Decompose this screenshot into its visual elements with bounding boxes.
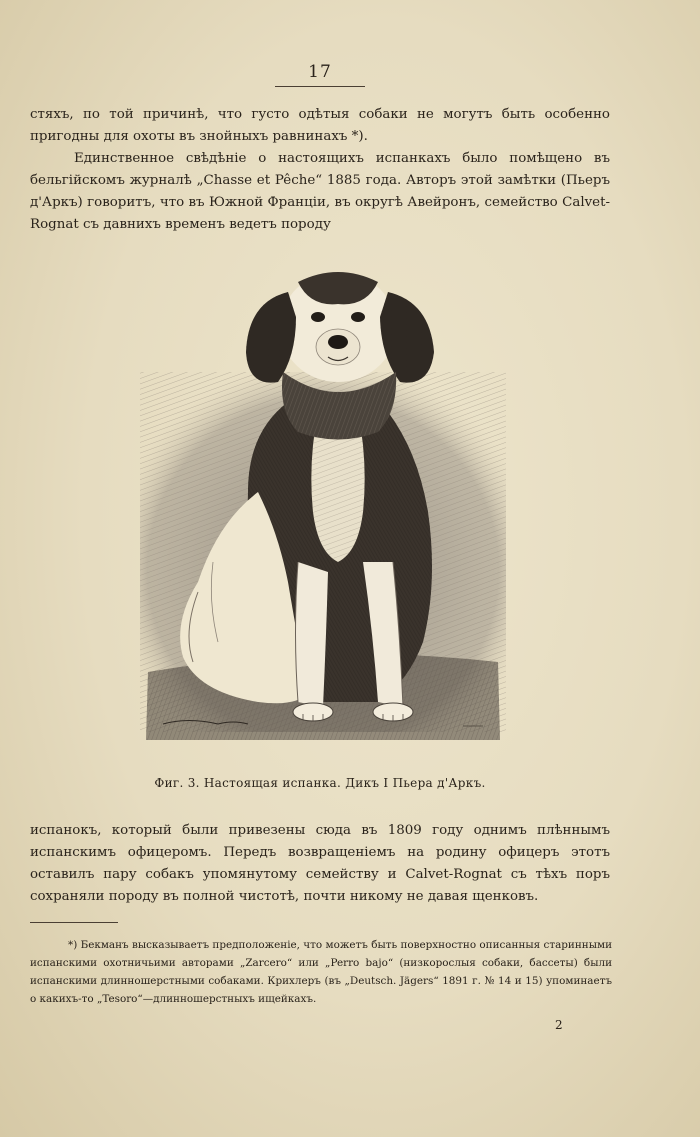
- page-number: 17: [308, 62, 332, 82]
- paragraph-bottom: испанокъ, который были привезены сюда въ 1809 году однимъ плѣннымъ испанскимъ офицеромъ. Передъ возвращеніемъ на родину офицеръ этотъ оставилъ пару собакъ упомянутому семейству и Calvet-Rognat съ тѣхъ поръ сохраняли породу въ полной чистотѣ, почти никому не давая щенковъ.: [30, 823, 610, 904]
- dog-engraving-image: [138, 262, 508, 747]
- bottom-text-block: [30, 820, 610, 908]
- dog-illustration: [138, 262, 508, 747]
- top-text-block: [30, 104, 610, 236]
- paragraph-main: Единственное свѣдѣніе о настоящихъ испанкахъ было помѣщено въ бельгійскомъ журналѣ „Chasse et Pêche“ 1885 года. Авторъ этой замѣтки (Пьеръ д'Аркъ) говоритъ, что въ Южной Франціи, въ округѣ Авейронъ, семейство Calvet-Rognat съ давнихъ временъ ведетъ породу: [30, 151, 610, 232]
- header-rule: [275, 86, 365, 87]
- footnote-text: *) Бекманъ высказываетъ предположеніе, что можетъ быть поверхностно описанныя старинными испанскими охотничьими авторами „Zarcero“ или „Perro bajo“ (низкорослыя собаки, бассеты) были испанскими длинношерстными собаками. Крихлеръ (въ „Deutsch. Jägers“ 1891 г. № 14 и 15) упоминаетъ о какихъ-то „Tesoro“—длинношерстныхъ ищейкахъ.: [30, 939, 612, 1005]
- figure-caption: Фиг. 3. Настоящая испанка. Дикъ I Пьера д'Аркъ.: [154, 776, 486, 790]
- paragraph-continuation: стяхъ, по той причинѣ, что густо одѣтыя собаки не могутъ быть особенно пригодны для охоты въ знойныхъ равнинахъ *).: [30, 107, 610, 144]
- signature-mark: 2: [555, 1018, 563, 1032]
- footnote: [30, 936, 612, 1008]
- footnote-rule: [30, 922, 118, 923]
